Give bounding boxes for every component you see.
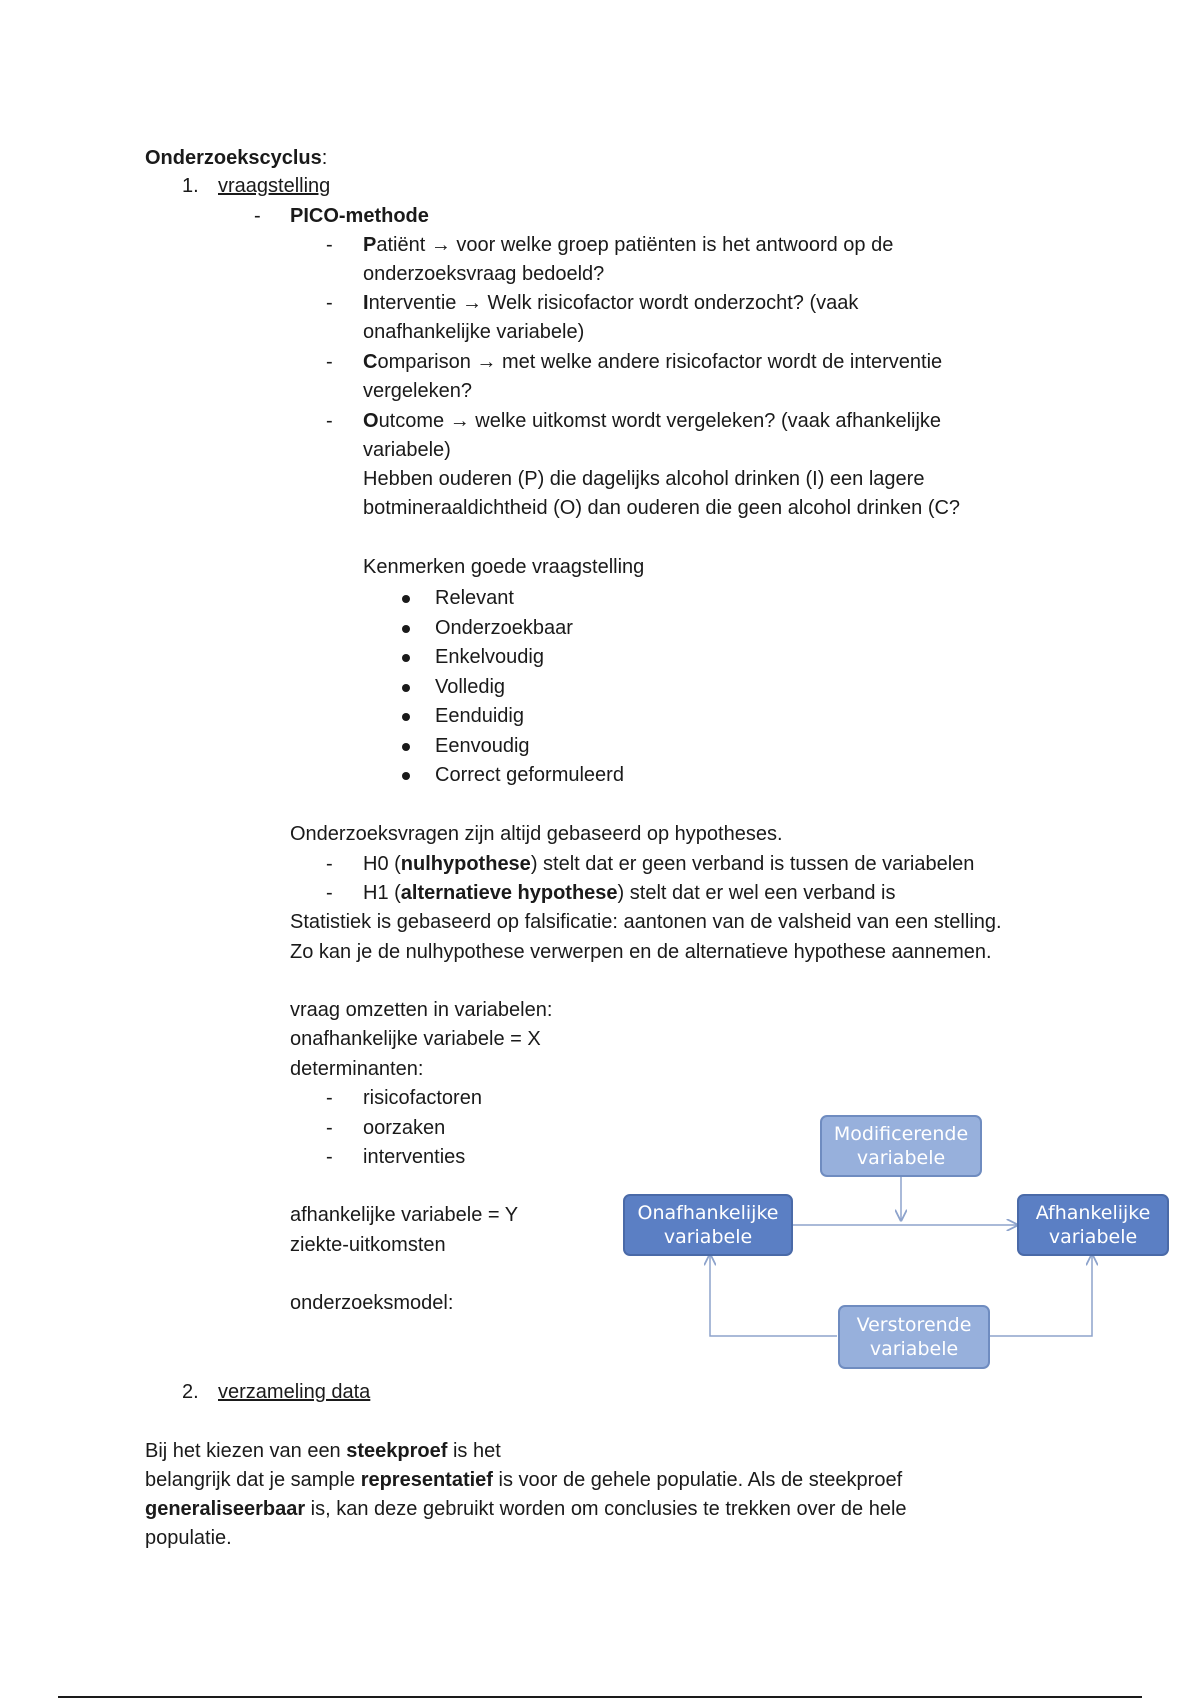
variabelen-line-4: afhankelijke variabele = Y: [290, 1204, 519, 1226]
dash-marker: -: [326, 882, 333, 904]
determinant-item: interventies: [363, 1146, 466, 1168]
determinant-item: risicofactoren: [363, 1087, 482, 1109]
verstorende-variabele-box: Verstorende variabele: [838, 1305, 990, 1369]
step-2-label: verzameling data: [218, 1381, 371, 1403]
pico-example-line-2: botmineraaldichtheid (O) dan ouderen die geen alcohol drinken (C?: [363, 497, 961, 519]
dash-marker: -: [326, 410, 333, 432]
dash-marker: -: [326, 1146, 333, 1168]
h1-line: H1 (alternatieve hypothese) stelt dat er wel een verband is: [363, 882, 896, 904]
kenmerk-item: Eenvoudig: [435, 735, 530, 757]
dash-marker: -: [326, 292, 333, 314]
dash-marker: -: [254, 205, 261, 227]
kenmerk-item: Volledig: [435, 676, 506, 698]
kenmerk-item: Enkelvoudig: [435, 646, 544, 668]
variabelen-line-2: onafhankelijke variabele = X: [290, 1028, 541, 1050]
pico-item-comparison-cont: vergeleken?: [363, 380, 472, 402]
variabelen-line-3: determinanten:: [290, 1058, 424, 1080]
bottom-rule: [58, 1696, 1142, 1698]
onafhankelijke-variabele-box: Onafhankelijke variabele: [623, 1194, 793, 1256]
falsificatie-line: Statistiek is gebaseerd op falsificatie: aantonen van de valsheid van een stelling.: [290, 911, 1002, 933]
modificerende-variabele-box: Modificerende variabele: [820, 1115, 982, 1177]
kenmerk-item: Correct geformuleerd: [435, 764, 624, 786]
variabelen-line-5: ziekte-uitkomsten: [290, 1234, 446, 1256]
nulhypothese-line: Zo kan je de nulhypothese verwerpen en de alternatieve hypothese aannemen.: [290, 941, 992, 963]
variabelen-line-6: onderzoeksmodel:: [290, 1292, 454, 1314]
step-2-number: 2.: [182, 1381, 199, 1403]
arrow-verstorend-to-onafhankelijk: [710, 1255, 837, 1336]
h0-line: H0 (nulhypothese) stelt dat er geen verband is tussen de variabelen: [363, 853, 975, 875]
kenmerken-title: Kenmerken goede vraagstelling: [363, 556, 645, 578]
afhankelijke-variabele-box: Afhankelijke variabele: [1017, 1194, 1169, 1256]
arrow-verstorend-to-afhankelijk: [989, 1255, 1092, 1336]
dash-marker: -: [326, 234, 333, 256]
dash-marker: -: [326, 351, 333, 373]
determinant-item: oorzaken: [363, 1117, 446, 1139]
pico-item-patient: Patiënt → voor welke groep patiënten is het antwoord op de: [363, 234, 894, 256]
pico-item-patient-cont: onderzoeksvraag bedoeld?: [363, 263, 605, 285]
steekproef-line-2: belangrijk dat je sample representatief is voor de gehele populatie. Als de steekproef: [145, 1469, 903, 1491]
heading: Onderzoekscyclus:: [145, 147, 328, 169]
pico-item-outcome: Outcome → welke uitkomst wordt vergeleken? (vaak afhankelijke: [363, 410, 942, 432]
step-1-label: vraagstelling: [218, 175, 331, 197]
kenmerk-item: Eenduidig: [435, 705, 524, 727]
step-1-number: 1.: [182, 175, 199, 197]
steekproef-line-3: generaliseerbaar is, kan deze gebruikt worden om conclusies te trekken over de hele: [145, 1498, 907, 1520]
dash-marker: -: [326, 1117, 333, 1139]
pico-item-comparison: Comparison → met welke andere risicofactor wordt de interventie: [363, 351, 943, 373]
steekproef-line-1: Bij het kiezen van een steekproef is het: [145, 1440, 501, 1462]
dash-marker: -: [326, 853, 333, 875]
dash-marker: -: [326, 1087, 333, 1109]
kenmerk-item: Relevant: [435, 587, 514, 609]
pico-item-interventie: Interventie → Welk risicofactor wordt onderzocht? (vaak: [363, 292, 859, 314]
kenmerk-item: Onderzoekbaar: [435, 617, 573, 639]
pico-title: PICO-methode: [290, 205, 429, 227]
pico-item-interventie-cont: onafhankelijke variabele): [363, 321, 585, 343]
hypotheses-intro: Onderzoeksvragen zijn altijd gebaseerd op hypotheses.: [290, 823, 783, 845]
variabelen-line-1: vraag omzetten in variabelen:: [290, 999, 553, 1021]
pico-item-outcome-cont: variabele): [363, 439, 451, 461]
steekproef-line-4: populatie.: [145, 1527, 232, 1549]
pico-example-line-1: Hebben ouderen (P) die dagelijks alcohol drinken (I) een lagere: [363, 468, 925, 490]
